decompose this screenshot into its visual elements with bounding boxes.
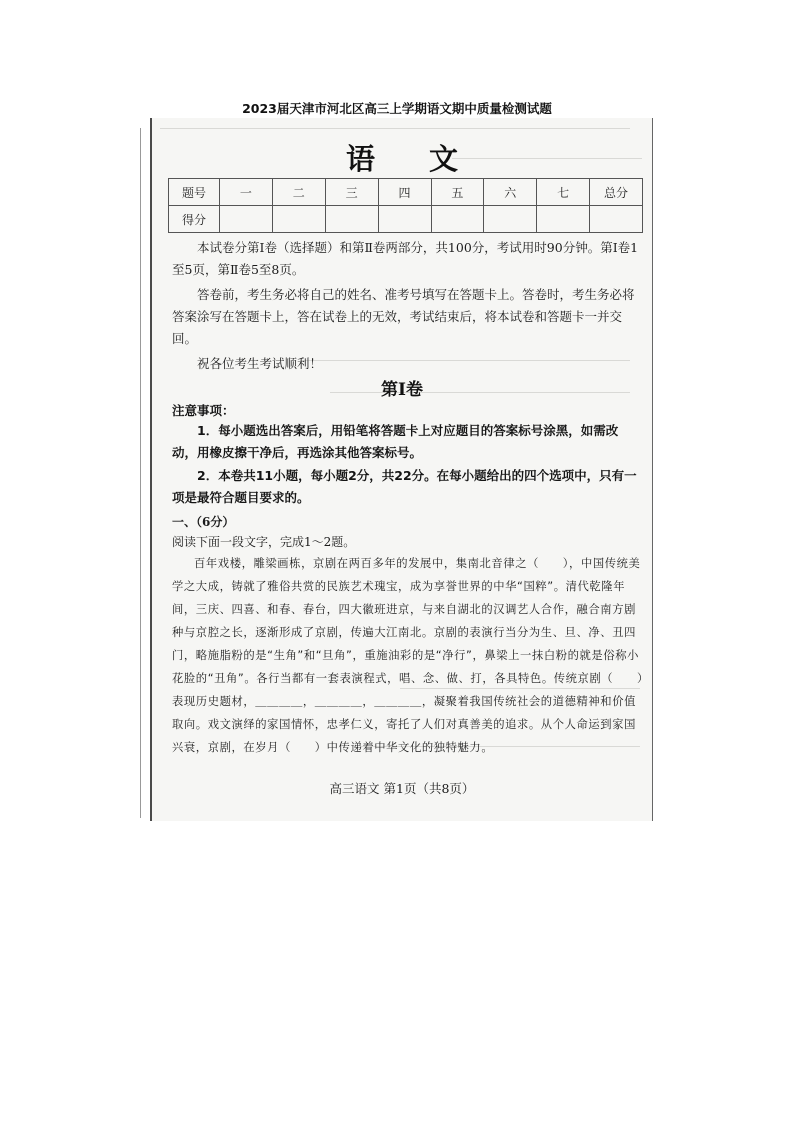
intro-paragraph: 答卷前，考生务必将自己的姓名、准考号填写在答题卡上。答卷时，考生务必将答案涂写在答题卡上，答在试卷上的无效，考试结束后，将本试卷和答题卡一并交回。 (172, 287, 635, 346)
bleed-through-line (160, 128, 630, 129)
score-table-score-row (169, 206, 643, 233)
part-one-title: 第Ⅰ卷 (381, 380, 423, 400)
score-cell (431, 206, 484, 233)
section-instruction: 阅读下面一段文字，完成1～2题。 (172, 535, 356, 549)
header-cell: 一 (220, 179, 273, 206)
score-row-label: 得分 (169, 206, 220, 233)
page-edge-shadow (140, 128, 141, 818)
header-cell: 五 (431, 179, 484, 206)
score-table-header-row (169, 179, 643, 206)
score-cell (325, 206, 378, 233)
score-cell (484, 206, 537, 233)
score-cell (272, 206, 325, 233)
header-cell: 总分 (590, 179, 643, 206)
notice-rule-2: 2．本卷共11小题，每小题2分，共22分。在每小题给出的四个选项中，只有一项是最符合题目要求的。 (172, 468, 637, 505)
intro-paragraph: 本试卷分第Ⅰ卷（选择题）和第Ⅱ卷两部分，共100分，考试用时90分钟。第Ⅰ卷1至5页，第Ⅱ卷5至8页。 (172, 240, 639, 277)
score-cell (378, 206, 431, 233)
score-cell (537, 206, 590, 233)
header-cell: 四 (378, 179, 431, 206)
header-cell: 七 (537, 179, 590, 206)
header-cell: 题号 (169, 179, 220, 206)
passage-text: 百年戏楼，雕梁画栋，京剧在两百多年的发展中，集南北音律之（ ），中国传统美学之大成，铸就了雅俗共赏的民族艺术瑰宝，成为享誉世界的中华“国粹”。清代乾隆年间，三庆、四喜、和春、春台，四大徽班进京，与来自湖北的汉调艺人合作，融合南方剧种与京腔之长，逐渐形成了京剧，传遍大江南北。京剧的表演行当分为生、旦、净、丑四门，略施脂粉的是“生角”和“旦角”，重施油彩的是“净行”，鼻梁上一抹白粉的就是俗称小花脸的“丑角”。各行当都有一套表演程式，唱、念、做、打，各具特色。传统京剧（ ）表现历史题材，＿＿＿＿，＿＿＿＿，＿＿＿＿，凝聚着我国传统社会的道德精神和价值取向。戏文演绎的家国情怀，忠孝仁义，寄托了人们对真善美的追求。从个人命运到家国兴衰，京剧，在岁月（ ）中传递着中华文化的独特魅力。 (172, 557, 644, 754)
subject-title: 语 文 (345, 142, 481, 176)
header-cell: 三 (325, 179, 378, 206)
score-table (168, 178, 643, 233)
score-cell (590, 206, 643, 233)
header-cell: 二 (272, 179, 325, 206)
score-cell (220, 206, 273, 233)
header-cell: 六 (484, 179, 537, 206)
document-title: 2023届天津市河北区高三上学期语文期中质量检测试题 (242, 101, 552, 116)
page-edge-right (652, 118, 653, 821)
page-footer: 高三语文 第1页（共8页） (329, 781, 475, 796)
notice-rule-1: 1．每小题选出答案后，用铅笔将答题卡上对应题目的答案标号涂黑，如需改动，用橡皮擦干净后，再选涂其他答案标号。 (172, 423, 619, 460)
reading-passage (172, 552, 644, 759)
intro-greeting: 祝各位考生考试顺利！ (197, 356, 323, 371)
section-heading: 一、（6分） (172, 515, 235, 529)
notice-label: 注意事项： (172, 403, 235, 418)
page-edge-left (150, 118, 152, 821)
